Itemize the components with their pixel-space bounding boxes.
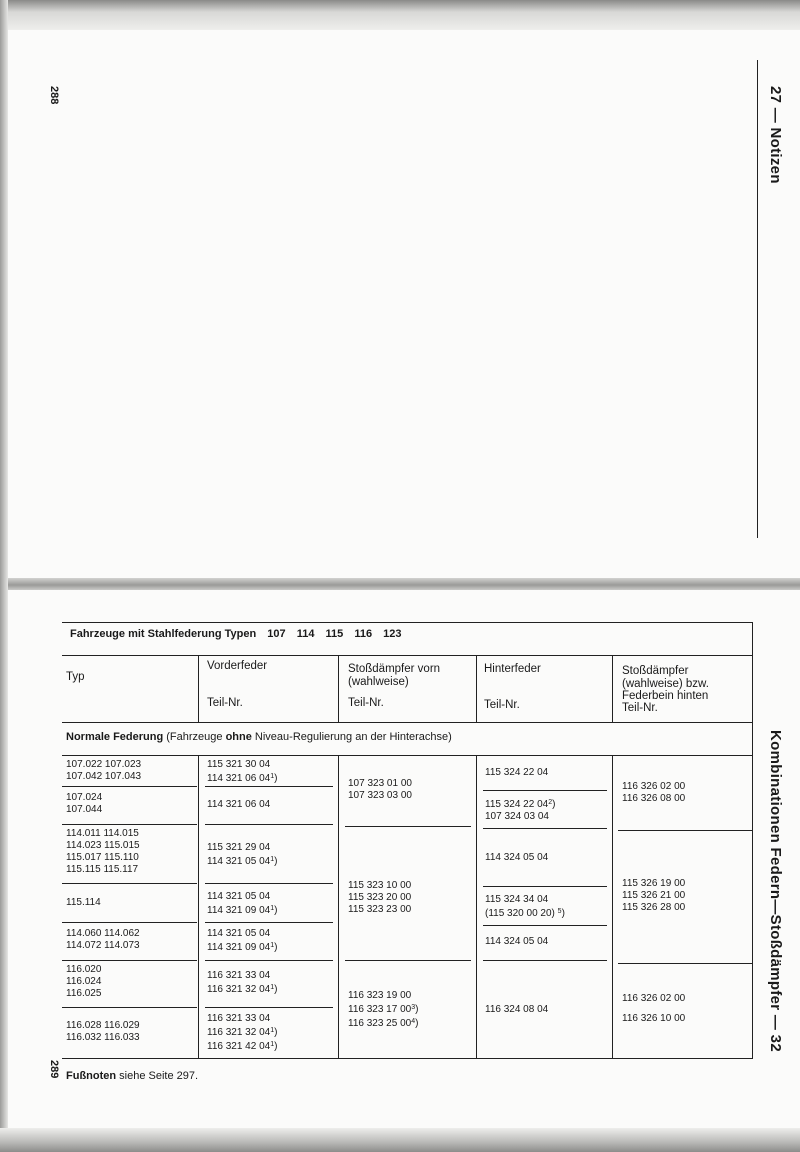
section-emph: ohne (225, 731, 252, 743)
footnote-mark: 1 (270, 856, 275, 863)
footnote-mark: 1 (270, 1041, 275, 1048)
hf-row-sep (483, 790, 607, 791)
part-number: 115 324 22 04 (485, 799, 549, 810)
col-sep-3-header (476, 655, 477, 722)
part-number: 114 321 06 04 (207, 799, 271, 810)
part-number: 114 321 06 04 (207, 773, 271, 784)
footnote (66, 1070, 198, 1082)
typ-cell (66, 792, 102, 816)
header-vorderfeder: Vorderfeder (207, 660, 268, 672)
part-number: 116 321 33 04 (207, 970, 271, 981)
part-number-with-note: 116 321 42 $04^1$) (207, 1041, 278, 1052)
typ-value: 115.017 115.110 (66, 852, 139, 863)
header-stossdaempfer-vorn: Stoßdämpfer vorn (348, 663, 441, 675)
table-title-type: 116 (354, 628, 373, 640)
typ-row-sep (62, 883, 197, 884)
vorderfeder-cell (207, 799, 270, 811)
hinterfeder-cell (485, 797, 555, 823)
typ-row-sep (62, 960, 197, 961)
part-number-with-note: 114 321 06 $04^1$) (207, 773, 278, 784)
col-sep-1-body (198, 755, 199, 1058)
typ-value: 114.023 115.015 (66, 840, 140, 851)
typ-value: 114.060 114.062 (66, 928, 140, 939)
part-number: 115 323 10 00 (348, 880, 412, 891)
section-bottom-rule (62, 755, 752, 756)
typ-row-sep (62, 922, 197, 923)
part-number: 116 326 02 00 (622, 993, 686, 1004)
header-wahlweise-bzw: (wahlweise) bzw. (622, 678, 709, 690)
typ-value: 115.114 (66, 897, 101, 908)
part-number: 114 321 05 04 (207, 856, 271, 867)
typ-value: 107.022 107.023 (66, 759, 142, 770)
typ-value: 116.032 116.033 (66, 1032, 140, 1043)
upper-page (8, 30, 800, 580)
col-sep-2-header (338, 655, 339, 722)
part-number: 107 324 03 04 (485, 811, 549, 822)
hinterfeder-cell (485, 767, 548, 779)
section-pre: (Fahrzeuge (166, 731, 223, 743)
typ-value: 116.025 (66, 988, 102, 999)
typ-cell (66, 964, 101, 1000)
table-title-type: 114 (296, 628, 315, 640)
part-number: 116 324 08 04 (485, 1004, 549, 1015)
vf-row-sep (205, 922, 333, 923)
hinterfeder-cell (485, 1004, 548, 1016)
header-wahlweise: (wahlweise) (348, 676, 409, 688)
vf-row-sep (205, 786, 333, 787)
typ-cell (66, 828, 140, 876)
part-number: 115 321 29 04 (207, 842, 271, 853)
table-right-rule (752, 622, 753, 1059)
footnote-mark: 1 (270, 1027, 275, 1034)
part-number-with-note: 114 321 05 $04^1$) (207, 856, 278, 867)
typ-value: 116.020 (66, 964, 102, 975)
part-number: 114 321 09 04 (207, 942, 271, 953)
part-number: 107 323 01 00 (348, 778, 412, 789)
header-top-rule (62, 655, 752, 656)
vf-row-sep (205, 824, 333, 825)
vorderfeder-cell (207, 970, 277, 996)
sv-group-sep (345, 960, 471, 961)
part-number: 116 323 19 00 (348, 990, 412, 1001)
stossdaempfer-hinten-cell (622, 993, 685, 1025)
part-number: 115 323 20 00 (348, 892, 412, 903)
footnote-mark: 5 (557, 908, 562, 915)
part-number-with-note: (115 320 00 20) $^5$) (485, 908, 565, 919)
typ-cell (66, 759, 141, 783)
part-number: 114 321 09 04 (207, 905, 271, 916)
header-vorderfeder-teilnr: Teil-Nr. (207, 697, 243, 709)
table-title-type: 107 (267, 628, 286, 640)
part-number: 115 323 23 00 (348, 904, 412, 915)
part-number: 116 321 33 04 (207, 1013, 271, 1024)
part-number-with-note: 116 323 25 $00^4$) (348, 1018, 419, 1029)
part-number: 115 326 19 00 (622, 878, 686, 889)
part-number: 116 321 32 04 (207, 984, 271, 995)
vorderfeder-cell (207, 842, 277, 868)
stossdaempfer-hinten-cell (622, 878, 685, 914)
hf-row-sep (483, 960, 607, 961)
header-typ: Typ (66, 671, 85, 683)
typ-row-sep (62, 824, 197, 825)
part-number: 114 321 05 04 (207, 928, 271, 939)
scan-edge-bottom (0, 1128, 800, 1152)
table-bottom-rule (62, 1058, 752, 1059)
hinterfeder-cell (485, 936, 548, 948)
header-stossdaempfer-hinten: Stoßdämpfer (622, 665, 689, 677)
part-number-with-note: 116 321 32 $04^1$) (207, 1027, 278, 1038)
section-post: Niveau-Regulierung an der Hinterachse) (254, 731, 452, 743)
hf-row-sep (483, 828, 607, 829)
header-hinterfeder: Hinterfeder (484, 663, 541, 675)
col-sep-3-body (476, 755, 477, 1058)
footnote-label: Fußnoten (66, 1070, 117, 1082)
footnote-mark: 2 (548, 799, 553, 806)
part-number: 116 326 08 00 (622, 793, 686, 804)
typ-value: 107.044 (66, 804, 103, 815)
section-label: Normale Federung (66, 731, 164, 743)
vf-row-sep (205, 1007, 333, 1008)
table-title-type: 123 (383, 628, 402, 640)
footnote-mark: 1 (270, 942, 275, 949)
scan-edge-left (0, 0, 8, 1152)
sv-group-sep (345, 826, 471, 827)
footnote-mark: 1 (270, 984, 275, 991)
typ-value: 116.028 116.029 (66, 1020, 140, 1031)
header-bottom-rule (62, 722, 752, 723)
table-title-type: 115 (325, 628, 344, 640)
col-sep-2-body (338, 755, 339, 1058)
typ-row-sep (62, 786, 197, 787)
part-number: 115 324 22 04 (485, 767, 549, 778)
scan-edge-top (0, 0, 800, 30)
stossdaempfer-vorn-cell (348, 990, 418, 1030)
hinterfeder-cell (485, 894, 565, 920)
sh-group-sep (618, 830, 752, 831)
part-number: (115 320 00 20) (485, 908, 555, 919)
upper-page-number: 288 (48, 86, 60, 105)
part-number: 115 324 34 04 (485, 894, 549, 905)
typ-value: 114.072 114.073 (66, 940, 140, 951)
part-number-with-note: 114 321 09 $04^1$) (207, 905, 278, 916)
typ-row-sep (62, 1007, 197, 1008)
sh-group-sep (618, 963, 752, 964)
part-number-with-note: 115 324 22 $04^2$) (485, 799, 556, 810)
header-hinterfeder-teilnr: Teil-Nr. (484, 699, 520, 711)
part-number: 114 324 05 04 (485, 852, 549, 863)
typ-cell (66, 1020, 140, 1044)
footnote-mark: 1 (270, 905, 275, 912)
upper-page-margin-rule (757, 60, 758, 538)
part-number-with-note: 114 321 09 $04^1$) (207, 942, 278, 953)
stossdaempfer-vorn-cell (348, 880, 411, 916)
typ-cell (66, 928, 140, 952)
col-sep-4-body (612, 755, 613, 1058)
vorderfeder-cell (207, 759, 277, 785)
upper-page-side-title: 27 — Notizen (767, 86, 784, 184)
stossdaempfer-vorn-cell (348, 778, 412, 802)
typ-value: 115.115 115.117 (66, 864, 139, 875)
part-number: 114 321 05 04 (207, 891, 271, 902)
part-number: 116 321 32 04 (207, 1027, 271, 1038)
vorderfeder-cell (207, 928, 277, 954)
section-normale-federung (66, 731, 452, 743)
header-stossdaempfer-vorn-teilnr: Teil-Nr. (348, 697, 384, 709)
footnote-mark: 1 (270, 773, 275, 780)
typ-value: 116.024 (66, 976, 102, 987)
part-number: 116 323 25 00 (348, 1018, 412, 1029)
part-number: 116 321 42 04 (207, 1041, 271, 1052)
part-number: 114 324 05 04 (485, 936, 549, 947)
part-number: 116 326 02 00 (622, 781, 686, 792)
table-top-rule (62, 622, 752, 623)
typ-value: 114.011 114.015 (66, 828, 139, 839)
lower-page-number: 289 (48, 1060, 60, 1079)
footnote-text: siehe Seite 297. (119, 1070, 199, 1082)
table-title (70, 628, 402, 640)
vf-row-sep (205, 883, 333, 884)
footnote-mark: 4 (411, 1018, 416, 1025)
part-number: 107 323 03 00 (348, 790, 412, 801)
part-number: 115 321 30 04 (207, 759, 271, 770)
footnote-mark: 3 (411, 1004, 416, 1011)
hf-row-sep (483, 925, 607, 926)
part-number: 115 326 28 00 (622, 902, 686, 913)
hinterfeder-cell (485, 852, 548, 864)
col-sep-4-header (612, 655, 613, 722)
typ-cell (66, 897, 101, 909)
col-sep-1-header (198, 655, 199, 722)
lower-page-side-title: Kombinationen Federn—Stoßdämpfer — 32 (767, 730, 784, 1052)
typ-value: 107.042 107.043 (66, 771, 142, 782)
vorderfeder-cell (207, 1013, 277, 1053)
part-number-with-note: 116 321 32 $04^1$) (207, 984, 278, 995)
header-federbein-hinten: Federbein hinten (622, 690, 709, 702)
part-number-with-note: 116 323 17 $00^3$) (348, 1004, 419, 1015)
part-number: 116 323 17 00 (348, 1004, 412, 1015)
stossdaempfer-hinten-cell (622, 781, 685, 805)
vorderfeder-cell (207, 891, 277, 917)
typ-value: 107.024 (66, 792, 103, 803)
header-stossdaempfer-hinten-teilnr: Teil-Nr. (622, 702, 658, 714)
hf-row-sep (483, 886, 607, 887)
table-title-prefix: Fahrzeuge mit Stahlfederung Typen (70, 628, 257, 640)
part-number: 115 326 21 00 (622, 890, 686, 901)
vf-row-sep (205, 960, 333, 961)
part-number: 116 326 10 00 (622, 1013, 686, 1024)
